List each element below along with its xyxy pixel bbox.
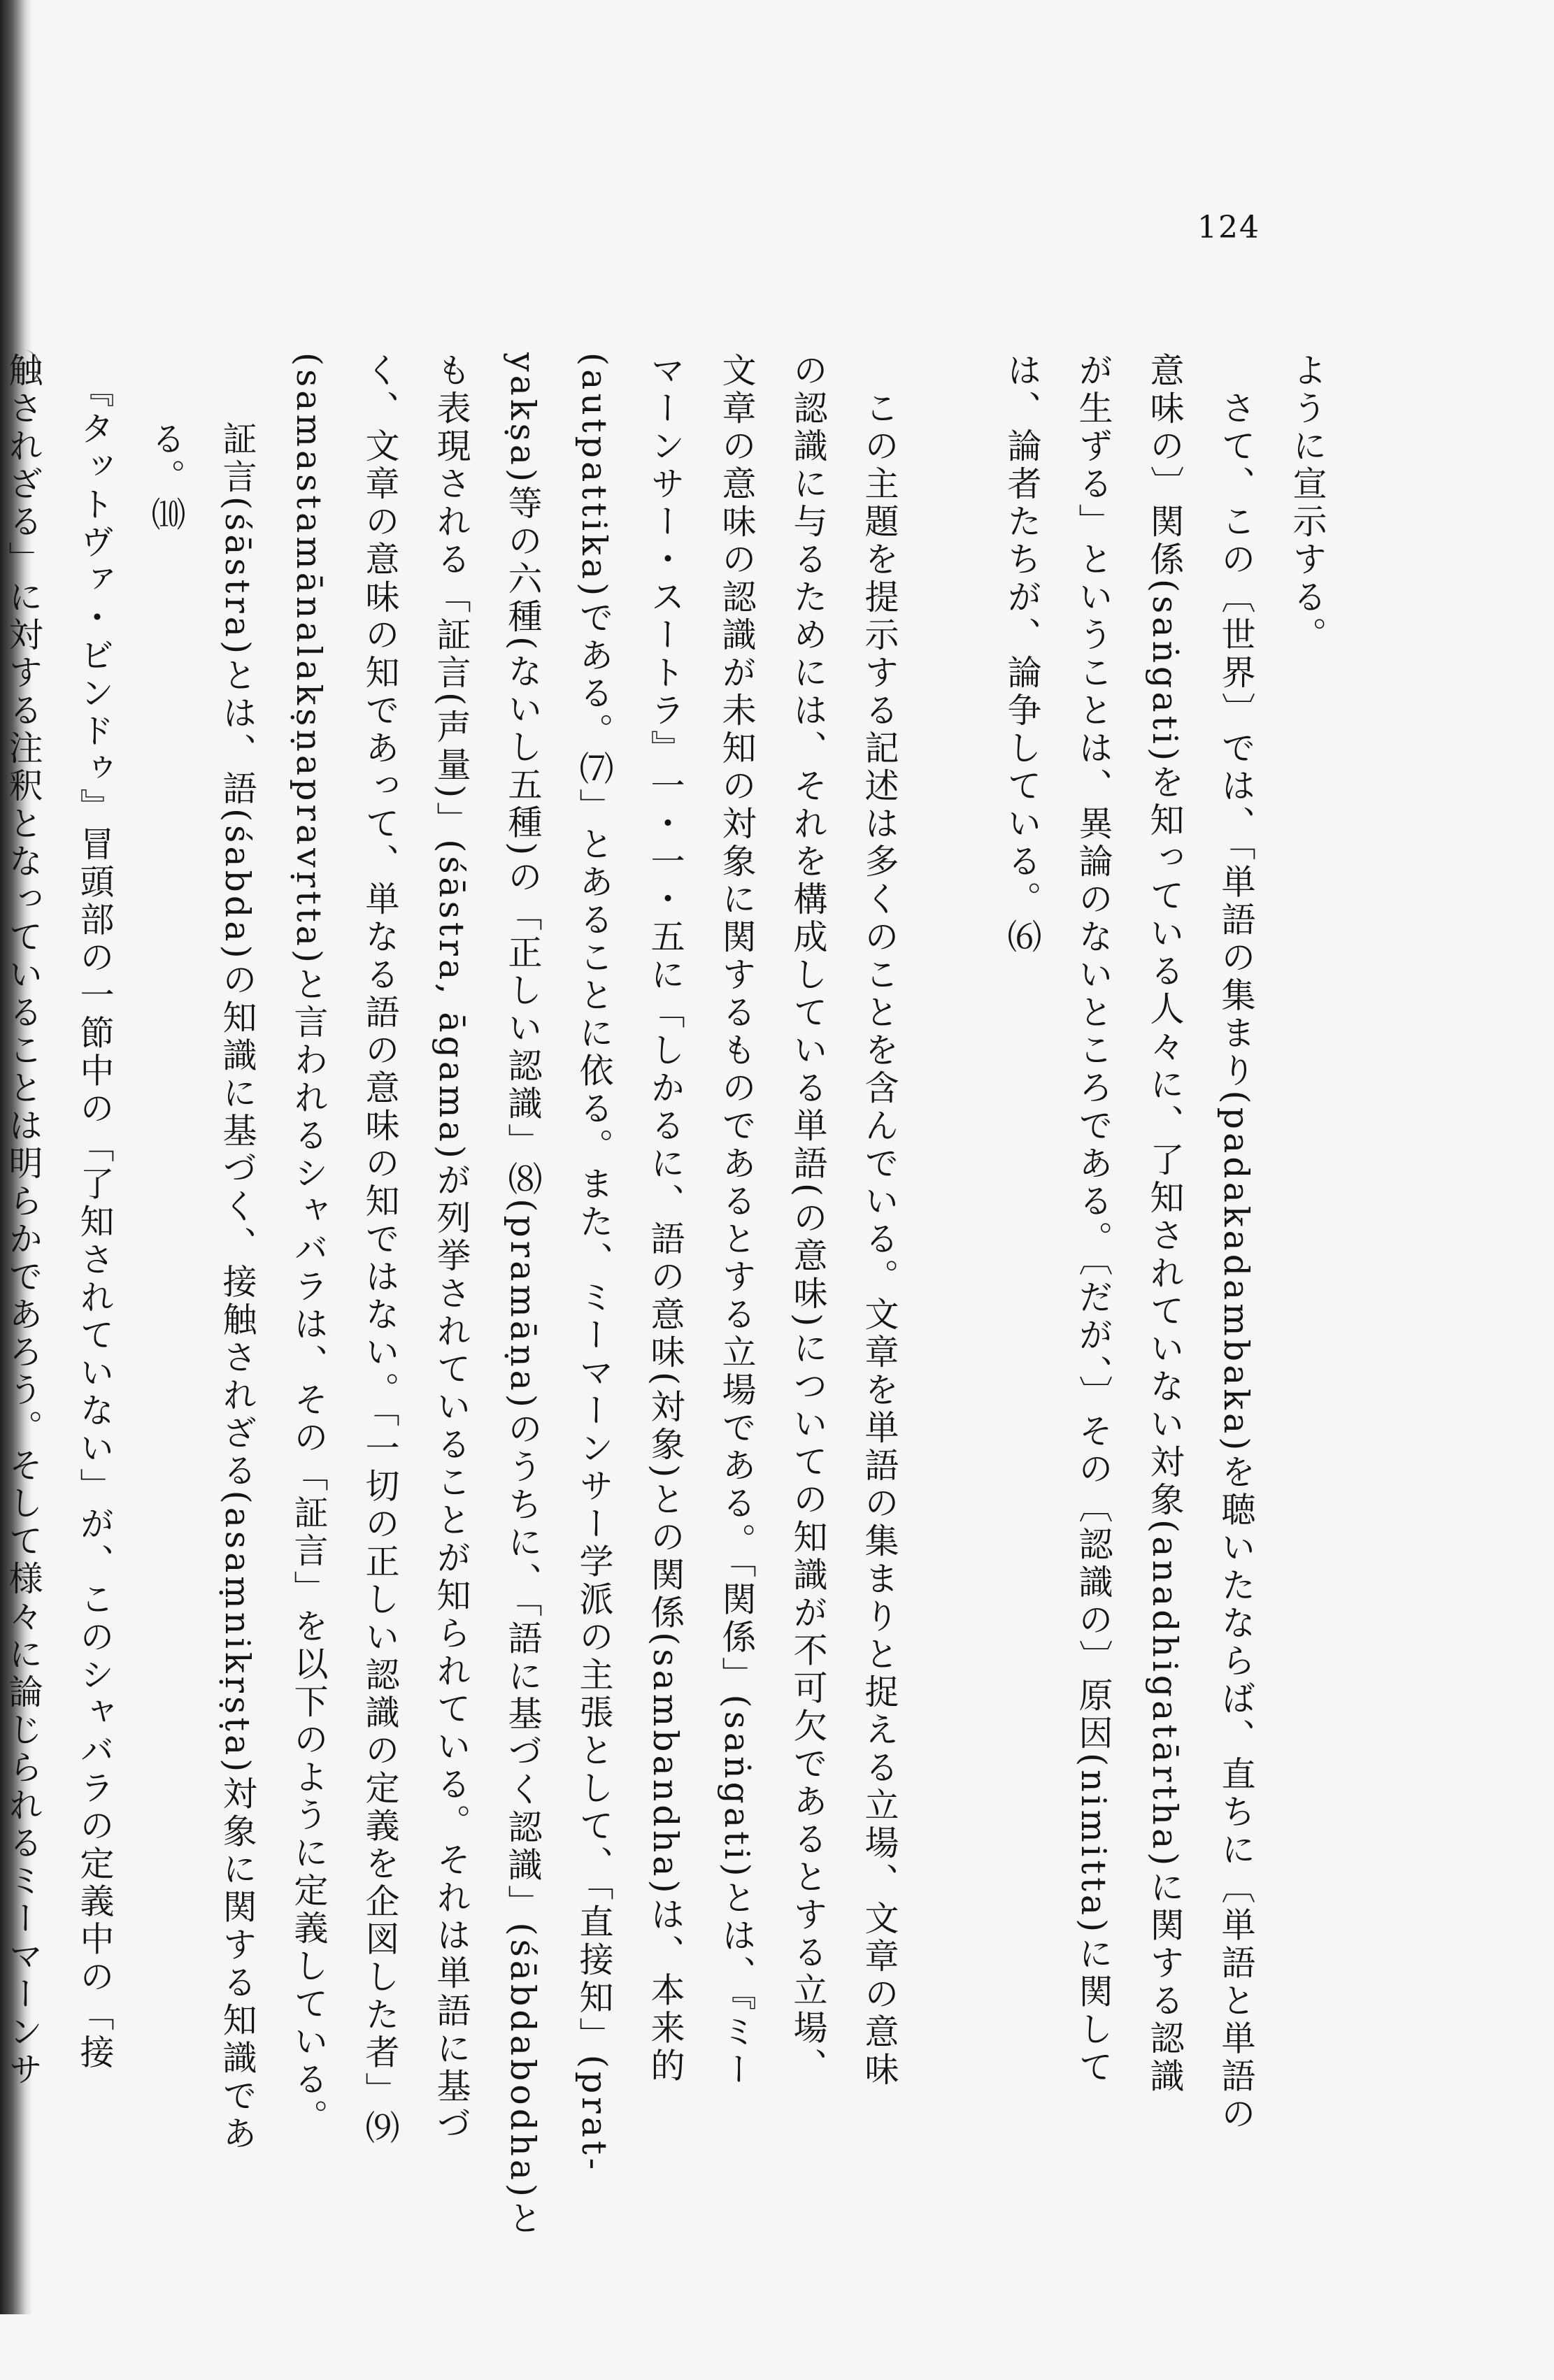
text-column: く、文章の意味の知であって、単なる語の意味の知ではない。「一切の正しい認識の定義を企図した者」⑼ [360, 352, 400, 2148]
text-column: は、論者たちが、論争している。⑹ [1002, 352, 1042, 956]
text-column: ように宣示する。 [1288, 352, 1327, 654]
text-column: る。⑽ [146, 421, 186, 534]
text-column: 文章の意味の認識が未知の対象に関するものであるとする立場である。「関係」(saṅgati)とは、『ミー [717, 352, 757, 2090]
text-column: 『タットヴァ・ビンドゥ』冒頭部の一節中の「了知されていない」が、このシャバラの定義中の「接 [75, 352, 115, 2072]
page-number: 124 [1197, 210, 1260, 245]
text-column: この主題を提示する記述は多くのことを含んでいる。文章を単語の集まりと捉える立場、文章の意味 [860, 352, 899, 2089]
text-column: yakṣa)等の六種(ないし五種)の「正しい認識」⑻(pramāṇa)のうちに、「語に基づく認識」(śābdabodha)と [503, 352, 543, 2239]
text-column: さて、この〔世界〕では、「単語の集まり(padakadambaka)を聴いたならば、直ちに〔単語と単語の [1216, 352, 1256, 2134]
text-column: 意味の〕関係(saṅgati)を知っている人々に、了知されていない対象(anadhigatārtha)に関する認識 [1145, 352, 1185, 2096]
text-column: 証言(śāstra)とは、語(śabda)の知識に基づく、接触されざる(asaṃnikṛṣṭa)対象に関する知識であ [218, 421, 257, 2153]
text-column: (autpattika)である。⑺」とあることに依る。また、ミーマーンサー学派の主張として、「直接知」(prat- [574, 352, 614, 2174]
text-column: 触されざる」に対する注釈となっていることは明らかであろう。そして様々に論じられるミーマーンサ [3, 352, 43, 2089]
text-body [0, 352, 1343, 2380]
text-column: も表現される「証言(声量)」(śāstra, āgama)が列挙されていることが知られている。それは単語に基づ [432, 352, 471, 2144]
text-column: マーンサー・スートラ』一・一・五に「しかるに、語の意味(対象)との関係(sambandha)は、本来的 [646, 352, 685, 2086]
text-column: が生ずる」ということは、異論のないところである。〔だが、〕その〔認識の〕原因(nimitta)に関して [1074, 352, 1113, 2087]
text-column [915, 352, 986, 2380]
text-column: の認識に与るためには、それを構成している単語(の意味)についての知識が不可欠であるとする立場、 [788, 352, 828, 2086]
text-column: (samastamānalakṣṇapravṛtta)と言われるシャバラは、その「証言」を以下のように定義している。 [289, 352, 329, 2137]
